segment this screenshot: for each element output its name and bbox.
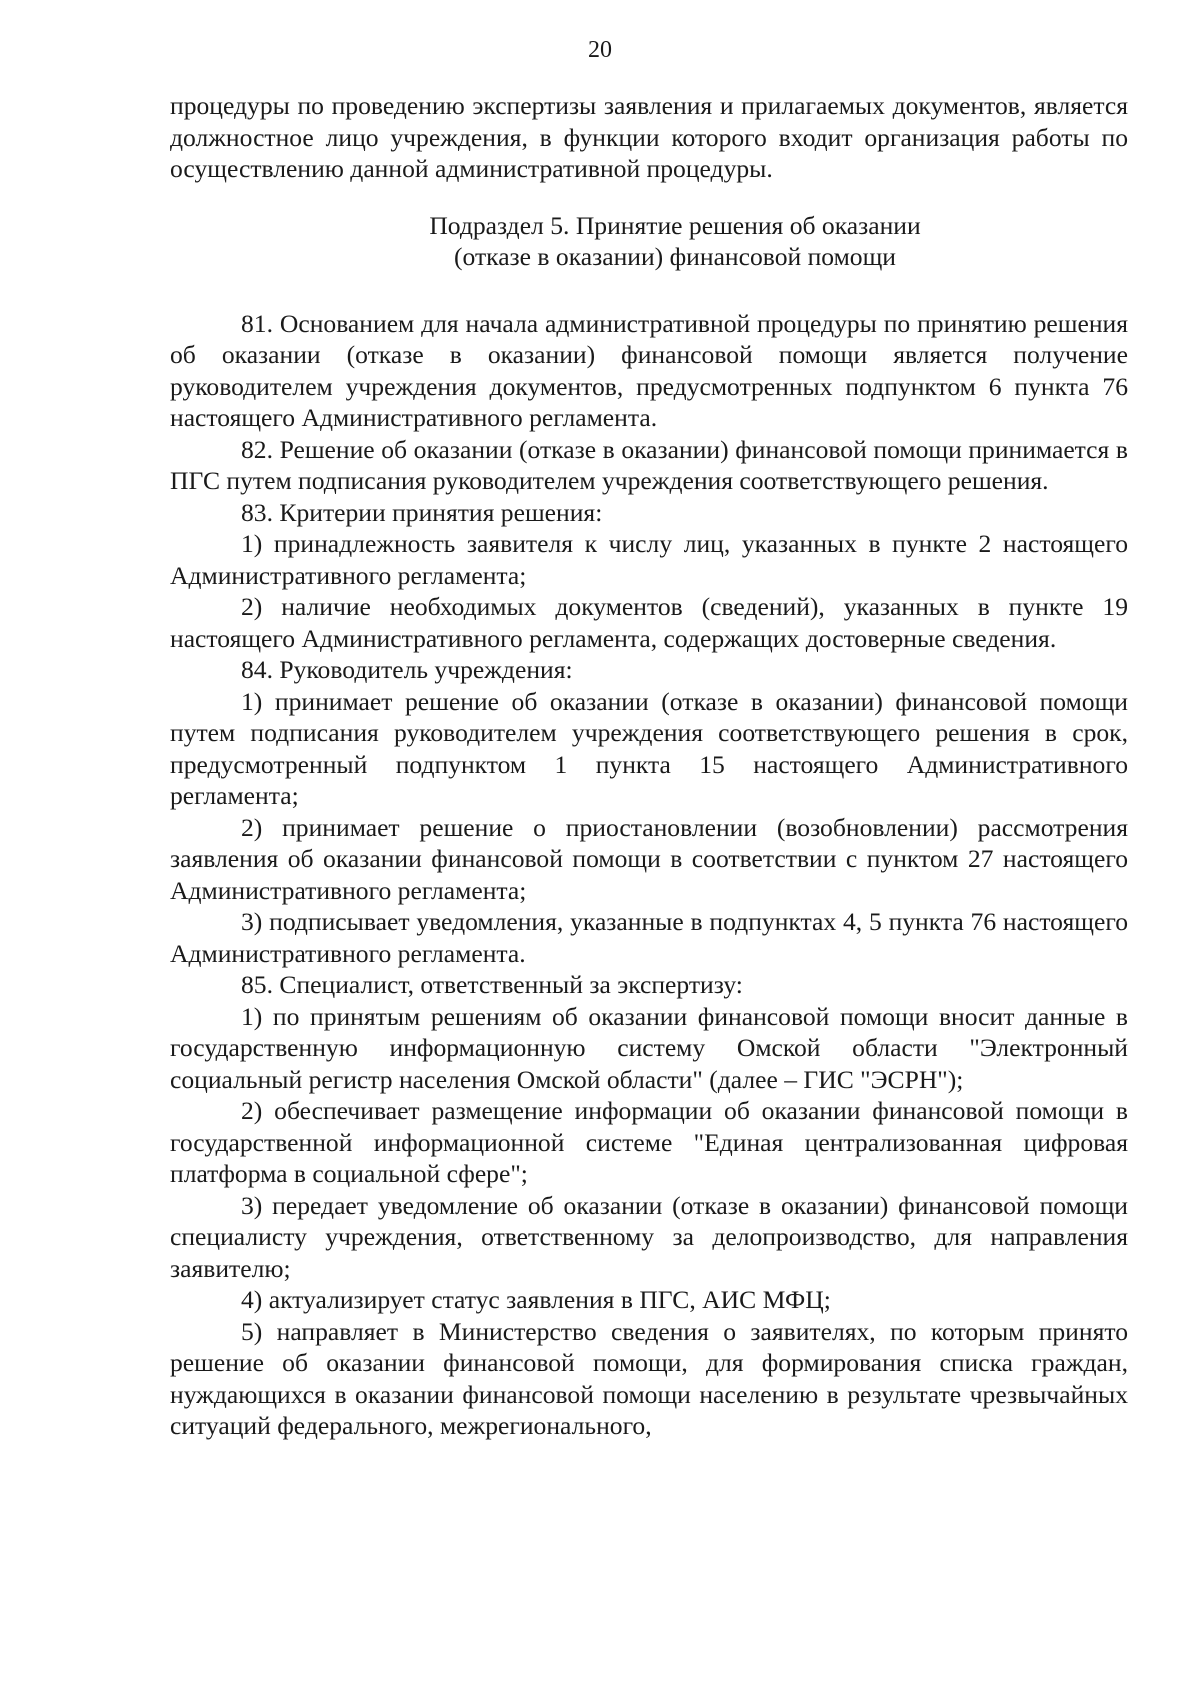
- paragraph-84-item-1: 1) принимает решение об оказании (отказе в оказании) финансовой помощи путем подписания руководителем учреждения соответствующего решения в срок, предусмотренный подпунктом 1 пункта 15 настоящего Административного регламента;: [170, 686, 1128, 810]
- page-number: 20: [588, 37, 612, 63]
- intro-paragraph: процедуры по проведению экспертизы заявления и прилагаемых документов, является должностное лицо учреждения, в функции которого входит организация работы по осуществлению данной административной процедуры.: [170, 91, 1128, 183]
- paragraph-84-item-2: 2) принимает решение о приостановлении (возобновлении) рассмотрения заявления об оказании финансовой помощи в соответствии с пунктом 27 настоящего Административного регламента;: [170, 812, 1128, 905]
- paragraph-84-item-3: 3) подписывает уведомления, указанные в подпунктах 4, 5 пункта 76 настоящего Административного регламента.: [170, 907, 1128, 968]
- paragraph-85-item-2: 2) обеспечивает размещение информации об оказании финансовой помощи в государственной информационной системе "Единая централизованная цифровая платформа в социальной сфере";: [170, 1096, 1128, 1188]
- document-body: [170, 90, 1128, 1442]
- section-title-line-1: Подраздел 5. Принятие решения об оказании: [429, 210, 921, 240]
- paragraph-85: 85. Специалист, ответственный за экспертизу:: [241, 970, 743, 999]
- paragraph-83-item-1: 1) принадлежность заявителя к числу лиц, указанных в пункте 2 настоящего Административного регламента;: [170, 529, 1128, 590]
- section-title-line-2: (отказе в оказании) финансовой помощи: [453, 242, 896, 271]
- section-title: [170, 210, 1128, 273]
- paragraph-82: 82. Решение об оказании (отказе в оказании) финансовой помощи принимается в ПГС путем подписания руководителем учреждения соответствующего решения.: [170, 434, 1128, 495]
- paragraph-85-item-5: 5) направляет в Министерство сведения о заявителях, по которым принято решение об оказании финансовой помощи, для формирования списка граждан, нуждающихся в оказании финансовой помощи населению в результате чрезвычайных ситуаций федерального, межрегионального,: [170, 1316, 1128, 1440]
- paragraph-85-item-3: 3) передает уведомление об оказании (отказе в оказании) финансовой помощи специалисту учреждения, ответственному за делопроизводство, для направления заявителю;: [170, 1190, 1128, 1283]
- paragraph-85-item-1: 1) по принятым решениям об оказании финансовой помощи вносит данные в государственную информационную систему Омской области "Электронный социальный регистр населения Омской области" (далее – ГИС "ЭСРН");: [170, 1001, 1128, 1094]
- paragraph-85-item-4: 4) актуализирует статус заявления в ПГС, АИС МФЦ;: [241, 1285, 831, 1314]
- paragraph-83-item-2: 2) наличие необходимых документов (сведений), указанных в пункте 19 настоящего Административного регламента, содержащих достоверные сведения.: [170, 592, 1128, 653]
- paragraph-81: 81. Основанием для начала административной процедуры по принятию решения об оказании (отказе в оказании) финансовой помощи является получение руководителем учреждения документов, предусмотренных подпунктом 6 пункта 76 настоящего Административного регламента.: [170, 308, 1128, 432]
- paragraph-84: 84. Руководитель учреждения:: [241, 655, 573, 684]
- paragraph-83: 83. Критерии принятия решения:: [241, 497, 603, 527]
